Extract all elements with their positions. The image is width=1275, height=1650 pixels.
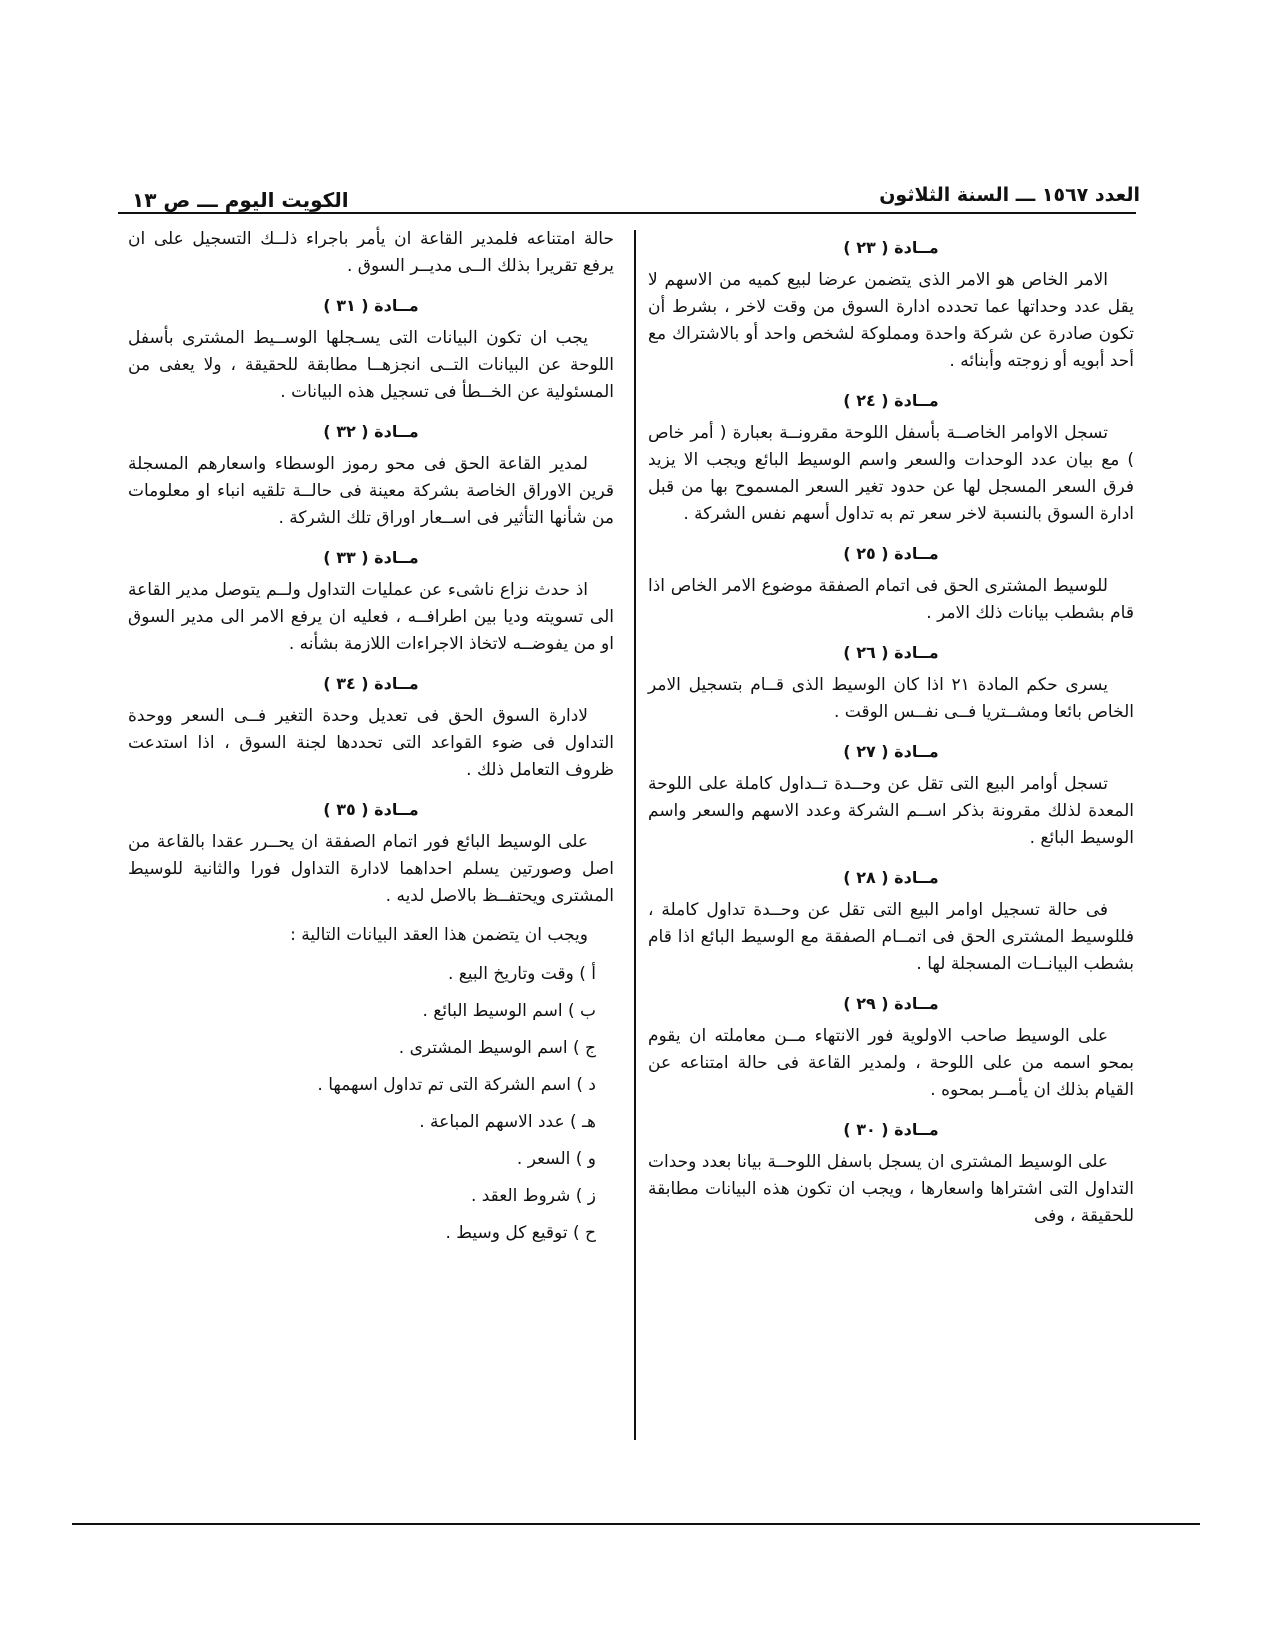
article-text: فى حالة تسجيل اوامر البيع التى تقل عن وحــدة تداول كاملة ، فللوسيط المشترى الحق فى اتمــام الصفقة مع الوسيط البائع اذا قام بشطب البيانــات المسجلة لها . xyxy=(648,900,1134,974)
article-29 xyxy=(648,990,1134,1104)
article-28 xyxy=(648,864,1134,978)
article-title: مــادة ( ٣٥ ) xyxy=(323,800,419,819)
article-title: مــادة ( ٣٢ ) xyxy=(323,422,419,441)
publication-page: الكويت اليوم ـــ ص ١٣ xyxy=(132,188,349,212)
article-24 xyxy=(648,387,1134,528)
list-item: ب ) اسم الوسيط البائع . xyxy=(422,1001,596,1021)
article-32 xyxy=(128,418,614,532)
issue-info: العدد ١٥٦٧ ـــ السنة الثلاثون xyxy=(879,184,1140,206)
article-title: مــادة ( ٢٣ ) xyxy=(843,238,939,257)
article-text: لمدير القاعة الحق فى محو رموز الوسطاء واسعارهم المسجلة قرين الاوراق الخاصة بشركة معينة فى حالــة تلقيه انباء او معلومات من شأنها التأثير فى اســعار اوراق تلك الشركة . xyxy=(128,454,614,528)
left-column xyxy=(128,226,614,1257)
article-31 xyxy=(128,292,614,406)
article-title: مــادة ( ٢٨ ) xyxy=(843,868,939,887)
list-item: د ) اسم الشركة التى تم تداول اسهمها . xyxy=(317,1075,596,1095)
article-title: مــادة ( ٢٤ ) xyxy=(843,391,939,410)
list-item: ح ) توقيع كل وسيط . xyxy=(445,1223,596,1243)
article-title: مــادة ( ٣٠ ) xyxy=(843,1120,939,1139)
contract-items-list xyxy=(128,961,614,1247)
right-column xyxy=(648,226,1134,1242)
article-text: على الوسيط صاحب الاولوية فور الانتهاء مــن معاملته ان يقوم بمحو اسمه من على اللوحة ، ولمدير القاعة فى حالة امتناعه عن القيام بذلك ان يأمــر بمحوه . xyxy=(648,1026,1134,1100)
column-divider xyxy=(634,230,636,1440)
article-title: مــادة ( ٢٩ ) xyxy=(843,994,939,1013)
article-text: يجب ان تكون البيانات التى يسـجلها الوســيط المشترى بأسفل اللوحة عن البيانات التــى انجزهــا مطابقة للحقيقة ، ولا يعفى من المسئولية عن الخــطأ فى تسجيل هذه البيانات . xyxy=(128,328,614,402)
article-25 xyxy=(648,540,1134,627)
article-title: مــادة ( ٢٦ ) xyxy=(843,643,939,662)
article-title: مــادة ( ٣٣ ) xyxy=(323,548,419,567)
list-item: ج ) اسم الوسيط المشترى . xyxy=(398,1038,596,1058)
article-title: مــادة ( ٣٤ ) xyxy=(323,674,419,693)
article-text: تسجل الاوامر الخاصــة بأسفل اللوحة مقرونــة بعبارة ( أمر خاص ) مع بيان عدد الوحدات والسعر واسم الوسيط البائع ويجب الا يزيد فرق السعر المسجل لها عن حدود تغير السعر المسموح بها من قبل ادارة السوق بالنسبة لاخر سعر تم به تداول أسهم نفس الشركة . xyxy=(648,423,1134,524)
article-33 xyxy=(128,544,614,658)
list-item: هـ ) عدد الاسهم المباعة . xyxy=(419,1112,596,1132)
list-item: أ ) وقت وتاريخ البيع . xyxy=(447,964,596,984)
article-text: على الوسيط البائع فور اتمام الصفقة ان يحــرر عقدا بالقاعة من اصل وصورتين يسلم احداهما لادارة التداول فورا والثانية للوسيط المشترى ويحتفــظ بالاصل لديه . xyxy=(128,832,614,906)
article-text: لادارة السوق الحق فى تعديل وحدة التغير فــى السعر ووحدة التداول فى ضوء القواعد التى تحددها لجنة السوق ، اذا استدعت ظروف التعامل ذلك . xyxy=(128,706,614,780)
article-23 xyxy=(648,234,1134,375)
footer-divider xyxy=(72,1523,1200,1525)
items-intro: ويجب ان يتضمن هذا العقد البيانات التالية : xyxy=(290,925,588,945)
article-text: للوسيط المشترى الحق فى اتمام الصفقة موضوع الامر الخاص اذا قام بشطب بيانات ذلك الامر . xyxy=(648,576,1134,623)
article-27 xyxy=(648,738,1134,852)
article-text: اذ حدث نزاع ناشىء عن عمليات التداول ولــم يتوصل مدير القاعة الى تسويته وديا بين اطرافــه ، فعليه ان يرفع الامر الى مدير السوق او من يفوضــه لاتخاذ الاجراءات اللازمة بشأنه . xyxy=(128,580,614,654)
article-title: مــادة ( ٣١ ) xyxy=(323,296,419,315)
article-title: مــادة ( ٢٧ ) xyxy=(843,742,939,761)
article-title: مــادة ( ٢٥ ) xyxy=(843,544,939,563)
article-30 xyxy=(648,1116,1134,1230)
list-item: و ) السعر . xyxy=(516,1149,596,1169)
article-text: على الوسيط المشترى ان يسجل باسفل اللوحــة بيانا بعدد وحدات التداول التى اشتراها واسعارها ، ويجب ان تكون هذه البيانات مطابقة للحقيقة ، وفى xyxy=(648,1152,1134,1226)
continuation-text: حالة امتناعه فلمدير القاعة ان يأمر باجراء ذلــك التسجيل على ان يرفع تقريرا بذلك الــى مديــر السوق . xyxy=(128,229,614,276)
article-34 xyxy=(128,670,614,784)
list-item: ز ) شروط العقد . xyxy=(470,1186,596,1206)
header-divider xyxy=(118,212,1136,214)
article-text: الامر الخاص هو الامر الذى يتضمن عرضا لبيع كميه من الاسهم لا يقل عدد وحداتها عما تحدده ادارة السوق من وقت لاخر ، بشرط أن تكون صادرة عن شركة واحدة ومملوكة لشخص واحد أو بالاشتراك مع أحد أبويه أو زوجته وأبنائه . xyxy=(648,270,1134,371)
article-text: يسرى حكم المادة ٢١ اذا كان الوسيط الذى قــام بتسجيل الامر الخاص بائعا ومشــتريا فــى نفــس الوقت . xyxy=(648,675,1134,722)
article-35 xyxy=(128,796,614,910)
article-text: تسجل أوامر البيع التى تقل عن وحــدة تــداول كاملة على اللوحة المعدة لذلك مقرونة بذكر اســم الشركة وعدد الاسهم والسعر واسم الوسيط البائع . xyxy=(648,774,1134,848)
article-26 xyxy=(648,639,1134,726)
